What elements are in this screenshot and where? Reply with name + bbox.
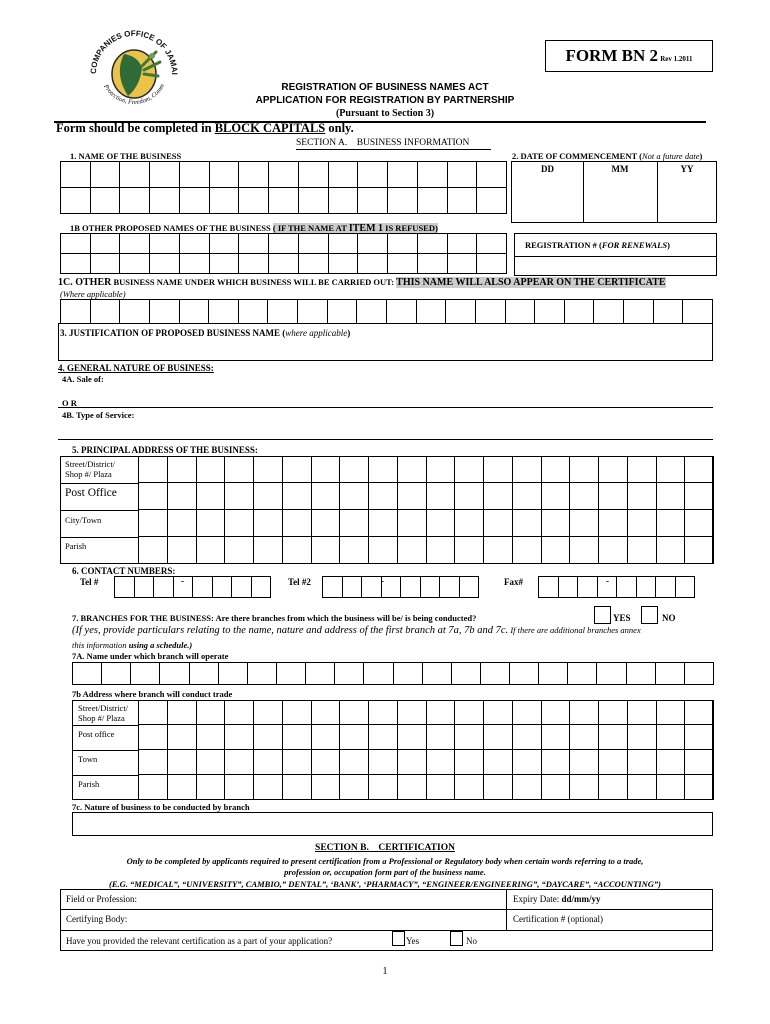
page-number: 1	[382, 966, 388, 977]
principal-address-box[interactable]	[60, 456, 713, 564]
city-town-label: City/Town	[65, 515, 102, 525]
or-label: O R	[62, 398, 77, 408]
logo-arc-top: COMPANIES OFFICE OF JAMAI	[88, 28, 180, 75]
act-title: REGISTRATION OF BUSINESS NAMES ACT	[281, 82, 489, 93]
q7b-label: 7b Address where branch will conduct trade	[72, 689, 233, 699]
form-code-box	[545, 40, 713, 72]
registration-label: REGISTRATION # (FOR RENEWALS)	[525, 240, 670, 250]
form-code: FORM BN 2	[565, 46, 658, 65]
branch-nature-box[interactable]	[72, 812, 713, 836]
fax-label: Fax#	[504, 577, 523, 587]
tel1-grid[interactable]	[114, 576, 271, 598]
tel1-label: Tel #	[80, 577, 99, 587]
other-business-name-grid[interactable]	[60, 299, 713, 324]
q7c-label: 7c. Nature of business to be conducted by branch	[72, 802, 250, 812]
justification-box[interactable]	[58, 323, 713, 361]
certification-table	[60, 889, 713, 951]
q7a-label: 7A. Name under which branch will operate	[72, 651, 229, 661]
cert-no-label: No	[466, 936, 477, 946]
q7-label: 7. BRANCHES FOR THE BUSINESS: Are there branches from which the business will be/ is being conducted?	[72, 613, 477, 623]
certification-provided-question: Have you provided the relevant certification as a part of your application?	[66, 936, 333, 946]
parish-label: Parish	[65, 541, 87, 551]
branch-town-label: Town	[78, 754, 98, 764]
branch-street-label: Street/District/ Shop #/ Plaza	[78, 703, 129, 723]
branch-name-grid[interactable]	[72, 662, 714, 685]
q4b-label: 4B. Type of Service:	[62, 410, 135, 420]
cert-no-checkbox[interactable]	[450, 931, 463, 946]
q7-note: (If yes, provide particulars relating to the name, nature and address of the first branch at 7a, 7b and 7c. If there are additional branches annex	[72, 625, 641, 636]
post-office-label: Post Office	[65, 487, 117, 499]
branches-no-label: NO	[662, 613, 676, 623]
branches-yes-label: YES	[613, 613, 631, 623]
tel1-dash: -	[181, 576, 184, 586]
branches-no-checkbox[interactable]	[641, 606, 658, 624]
pursuant-text: (Pursuant to Section 3)	[335, 108, 435, 119]
q5-label: 5. PRINCIPAL ADDRESS OF THE BUSINESS:	[72, 445, 258, 455]
cert-yes-label: Yes	[406, 936, 420, 946]
q4a-label: 4A. Sale of:	[62, 374, 104, 384]
branch-post-office-label: Post office	[78, 729, 115, 739]
branches-yes-checkbox[interactable]	[594, 606, 611, 624]
branch-parish-label: Parish	[78, 779, 100, 789]
q4-label: 4. GENERAL NATURE OF BUSINESS:	[58, 363, 214, 373]
yy-label: YY	[680, 164, 694, 174]
q2-label: 2. DATE OF COMMENCEMENT (Not a future date)	[512, 151, 703, 161]
business-name-grid[interactable]	[60, 161, 507, 214]
street-label: Street/District/ Shop #/ Plaza	[65, 459, 116, 479]
tel2-label: Tel #2	[288, 577, 311, 587]
registration-number-box[interactable]	[514, 233, 717, 276]
block-capitals-note: Form should be completed in BLOCK CAPITALS only.	[56, 121, 354, 135]
application-title: APPLICATION FOR REGISTRATION BY PARTNERSHIP	[255, 95, 515, 106]
section-b-examples: (E.G. “MEDICAL”, “UNIVERSITY”, CAMBIO,” DENTAL”, ‘BANK’, ‘PHARMACY”, “ENGINEER/ENGINEERING”, “DAYCARE”, “ACCOUNTING”)	[109, 879, 661, 889]
q1c-label: 1C. OTHER BUSINESS NAME UNDER WHICH BUSINESS WILL BE CARRIED OUT: THIS NAME WILL ALSO APPEAR ON THE CERTIFICATE	[58, 277, 666, 288]
certifying-body-label[interactable]: Certifying Body:	[66, 914, 128, 924]
fax-dash: -	[606, 576, 609, 586]
q3-label: 3. JUSTIFICATION OF PROPOSED BUSINESS NAME (where applicable)	[60, 328, 351, 338]
q6-label: 6. CONTACT NUMBERS:	[72, 566, 176, 576]
certification-number-label[interactable]: Certification # (optional)	[513, 914, 603, 924]
q7-note-line2: this information using a schedule.)	[72, 640, 193, 650]
section-a-title: SECTION A. BUSINESS INFORMATION	[296, 138, 470, 148]
companies-office-logo	[84, 22, 184, 122]
fax-grid[interactable]	[538, 576, 695, 598]
expiry-date-label[interactable]: Expiry Date: dd/mm/yy	[513, 894, 601, 904]
other-names-grid[interactable]	[60, 233, 507, 274]
logo-arc-bottom: Protection, Freedom, Comm	[102, 82, 167, 107]
type-of-service-line[interactable]	[58, 439, 713, 440]
form-rev: Rev 1.2011	[660, 55, 693, 63]
section-b-note1: Only to be completed by applicants required to present certification from a Professional or Regulatory body when certain words referring to a trade,	[126, 856, 644, 866]
date-of-commencement-box[interactable]	[511, 161, 717, 223]
dd-label: DD	[541, 164, 554, 174]
section-b-note2: profession or, occupation form part of the business name.	[284, 867, 486, 877]
q1b-label: 1B OTHER PROPOSED NAMES OF THE BUSINESS ( IF THE NAME AT ITEM 1 IS REFUSED)	[70, 223, 438, 234]
cert-yes-checkbox[interactable]	[392, 931, 405, 946]
mm-label: MM	[611, 164, 629, 174]
section-b-title: SECTION B. CERTIFICATION	[315, 843, 455, 853]
branch-address-box[interactable]	[72, 700, 713, 800]
q1-label: 1. NAME OF THE BUSINESS	[70, 151, 182, 161]
sale-of-line[interactable]	[58, 407, 713, 408]
where-applicable-note: (Where applicable)	[60, 289, 126, 299]
tel2-dash: -	[381, 576, 384, 586]
tel2-grid[interactable]	[322, 576, 479, 598]
field-of-profession-label[interactable]: Field or Profession:	[66, 894, 137, 904]
